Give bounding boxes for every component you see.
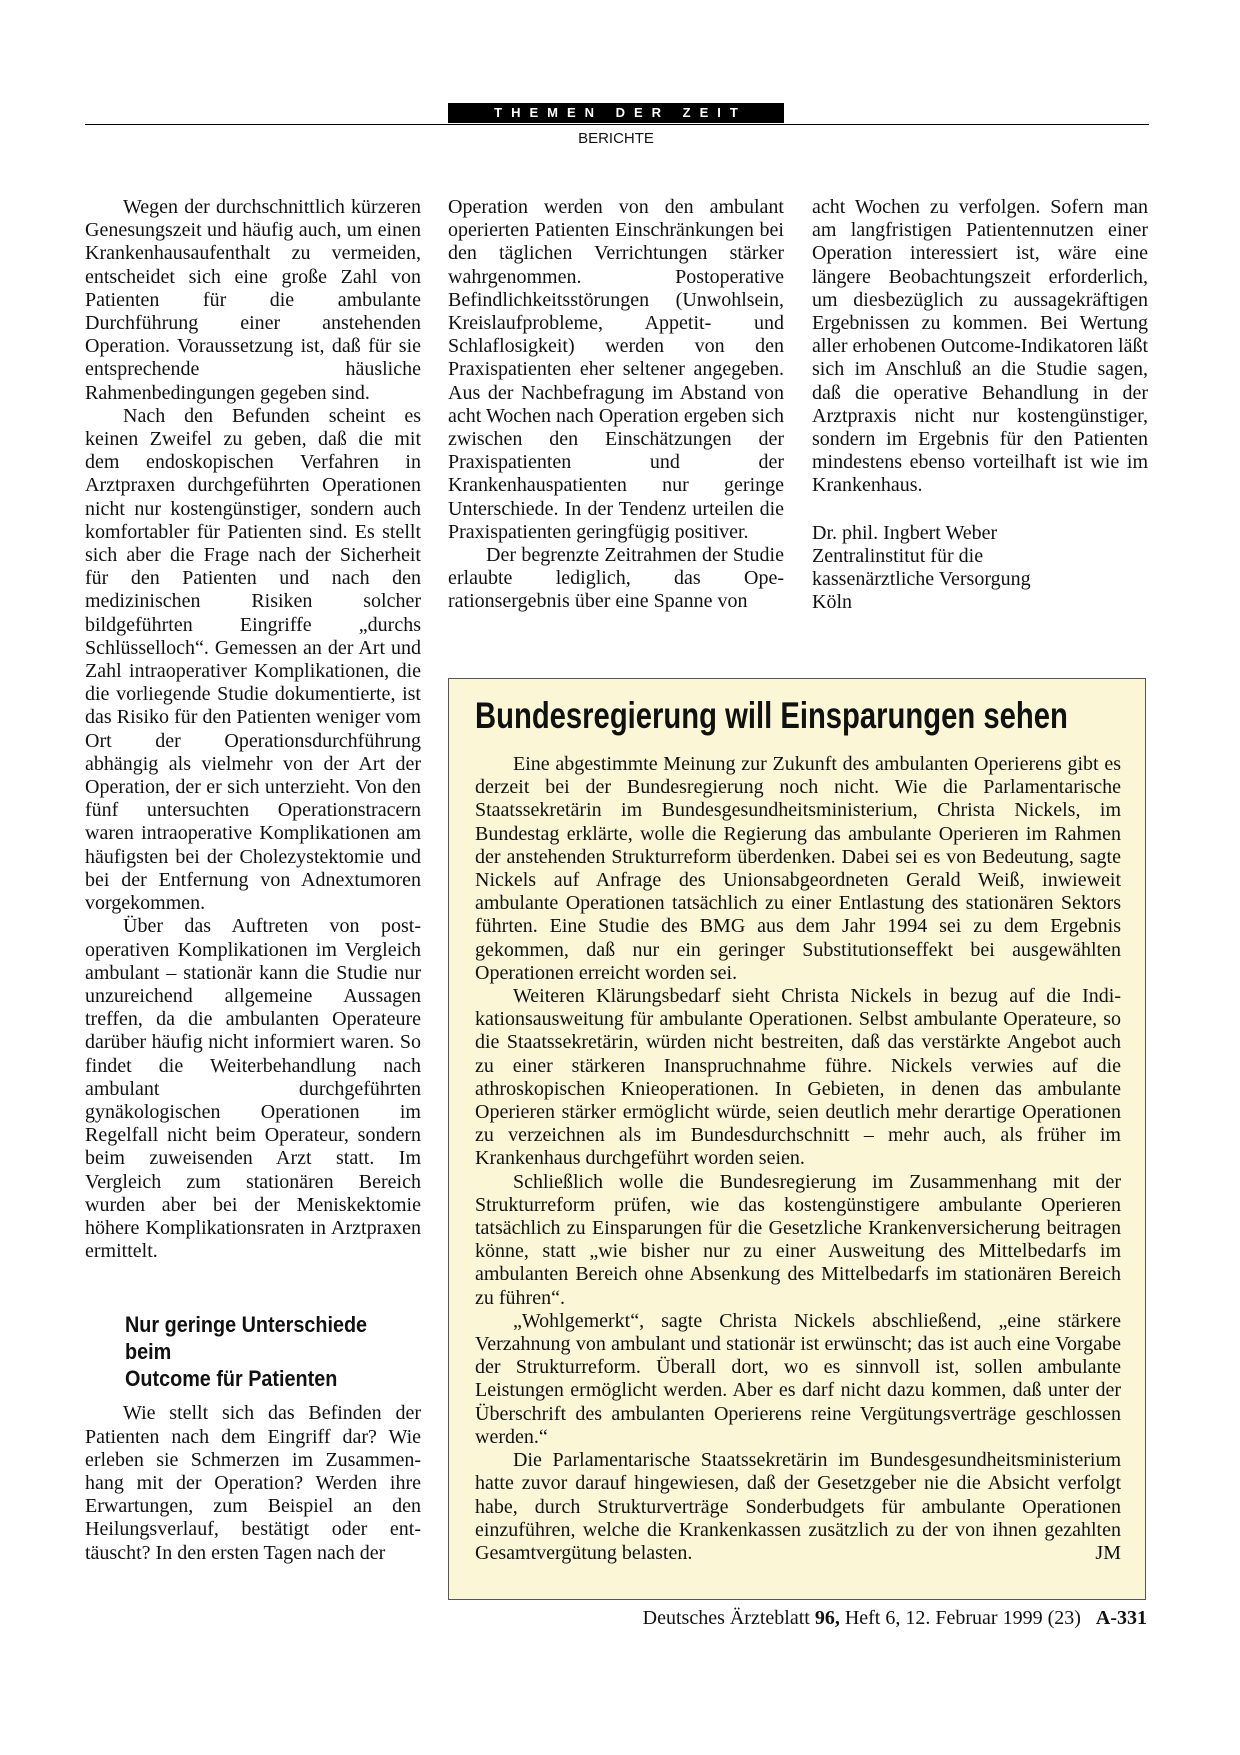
article-column-1 (85, 196, 421, 1565)
paragraph: Wegen der durchschnittlich kürzeren Genesungszeit und häufig auch, um einen Krankenhausaufenthalt zu vermeiden, entscheidet sich eine große Zahl von Patienten für die ambulante Durchführung einer anstehenden Operation. Voraussetzung ist, daß für sie entsprechende häusliche Rahmenbedingungen gegeben sind. (85, 196, 421, 404)
paragraph: Nach den Befunden scheint es keinen Zweifel zu geben, daß die mit dem endoskopischen Verfahren in Arztpraxen durchgeführten Operationen nicht nur kostengünstiger, sondern auch komfortabler für Patienten sind. Es stellt sich aber die Frage nach der Sicherheit für den Patienten und nach den medizinischen Risiken solcher bildgeführten Eingriffe „durchs Schlüsselloch“. Gemessen an der Art und Zahl intraoperativer Komplikationen, die die vorliegende Studie dokumentierte, ist das Risiko für den Patienten weniger vom Ort der Operationsdurchführung abhängig als vielmehr von der Art der Operation, der er sich unterzieht. Von den fünf untersuchten Operationstracern waren intraoperative Komplikationen am häufigsten bei der Cholezystektomie und bei der Entfernung von Adnextumoren vorgekommen. (85, 404, 421, 915)
subheading-line: Nur geringe Unterschiede beim (125, 1312, 368, 1365)
page-footer (643, 1607, 1147, 1630)
paragraph: Über das Auftreten von postoperativen Komplikationen im Vergleich ambulant – stationär kann die Studie nur unzureichend allgemeine Aussagen treffen, da die ambulanten Operateure darüber häufig nicht informiert waren. So findet die Weiterbehandlung nach ambulant durchgeführten gynäkologischen Operationen im Regelfall nicht beim Operateur, sondern beim zuweisenden Arzt statt. Im Vergleich zum stationären Bereich wurden aber bei der Meniskektomie höhere Komplikationsraten in Arztpraxen ermittelt. (85, 915, 421, 1263)
journal-name: Deutsches Ärzteblatt (642, 1607, 810, 1629)
paragraph: Wie stellt sich das Befinden der Patienten nach dem Eingriff dar? Wie erleben sie Schmerzen im Zusammenhang mit der Operation? Werden ihre Erwartungen, zum Beispiel an den Heilungsverlauf, bestätigt oder enttäuscht? In den ersten Tagen nach der (85, 1402, 421, 1564)
box-paragraph: Schließlich wolle die Bundesregierung im Zusammenhang mit der Strukturreform prüfen, wie das kostengünstigere ambulante Operieren tatsächlich zu Einsparungen für die Gesetzliche Krankenversicherung beitragen könne, statt „wie bisher nur zu einer Ausweitung des Mittelbedarfs im ambulanten Bereich ohne Absenkung des Mittelbedarfs im stationären Bereich zu führen“. (475, 1170, 1121, 1309)
author-affiliation: Zentralinstitut für die (812, 544, 984, 567)
box-body (475, 753, 1121, 1565)
author-city: Köln (812, 591, 852, 614)
box-paragraph: Weiteren Klärungsbedarf sieht Christa Nickels in bezug auf die Indikationsausweitung für ambulante Operationen. Selbst ambulante Operateure, so die Staatssekretärin, würden nicht bestreiten, daß das verstärkte Angebot auch zu einer stärkeren Inanspruchnahme führe. Nickels verwies auf die athroskopischen Knieoperationen. In Gebieten, in denen das ambulante Operieren stärker ermöglicht würde, seien deutlich mehr derartige Operationen zu verzeichnen als im Bundesdurchschnitt – mehr auch, als früher im Krankenhaus durchgeführt worden seien. (475, 985, 1121, 1170)
subheading (125, 1311, 391, 1392)
sidebar-box (448, 678, 1146, 1600)
author-initials: JM (1095, 1541, 1121, 1564)
issue-date: Heft 6, 12. Februar 1999 (23) (844, 1607, 1081, 1629)
section-banner: THEMEN DER ZEIT (448, 103, 784, 123)
author-name: Dr. phil. Ingbert Weber (812, 521, 998, 544)
box-paragraph: Eine abgestimmte Meinung zur Zukunft des ambulanten Operierens gibt es derzeit bei der Bundesregierung noch nicht. Wie die Parlamentarische Staatssekretärin im Bundesgesundheitsministerium, Christa Nickels, im Bundestag erklärte, wolle die Regierung das ambulante Operieren im Rahmen der anstehenden Strukturreform überdenken. Dabei sei es von Bedeutung, sagte Nickels auf Anfrage des Unionsabgeordneten Gerald Weiß, inwieweit ambulante Operationen tatsächlich zu einer Entlastung des stationären Sektors führten. Eine Studie des BMG aus dem Jahr 1994 sei zu dem Ergebnis gekommen, daß nur ein geringer Substitutionseffekt bei ausgewählten Operationen erreicht worden sei. (475, 753, 1121, 984)
paragraph: acht Wochen zu verfolgen. Sofern man am langfristigen Patientennutzen einer Operation interessiert ist, wäre eine längere Beobachtungszeit erforderlich, um diesbezüglich zu aussagekräftigen Ergebnissen zu kommen. Bei Wertung aller erhobenen Outcome-Indikatoren läßt sich im Anschluß an die Studie sagen, daß die operative Behandlung in der Arztpraxis nicht nur kostengünstiger, sondern im Ergebnis für den Patienten mindestens ebenso vorteilhaft ist wie im Krankenhaus. (812, 196, 1148, 497)
box-paragraph-text: Die Parlamentarische Staatssekretärin im Bundesgesundheitsministerium hatte zuvor darauf hingewiesen, daß der Gesetzgeber nie die Absicht verfolgt habe, durch Strukturverträge Sonderbudgets für ambulante Operationen einzuführen, welche die Krankenkassen zusätzlich zu der von ihnen gezahlten Gesamtvergütung belasten. (475, 1449, 1121, 1564)
volume: 96, (814, 1607, 840, 1629)
page-number: A-331 (1095, 1607, 1147, 1629)
author-affiliation: kassenärztliche Versorgung (812, 568, 1031, 591)
box-paragraph (475, 1449, 1121, 1565)
header-rule (85, 124, 1149, 125)
subheading-line: Outcome für Patienten (125, 1366, 338, 1392)
author-signature (812, 522, 1148, 615)
paragraph: Der begrenzte Zeitrahmen der Studie erlaubte lediglich, das Operationsergebnis über eine Spanne von (448, 544, 784, 613)
box-paragraph: „Wohlgemerkt“, sagte Christa Nickels abschließend, „eine stärkere Verzahnung von ambulant und stationär ist erwünscht; das ist auch eine Vorgabe der Strukturreform. Überall dort, wo es sinnvoll ist, sollen ambulante Leistungen ermöglicht werden. Aber es darf nicht dazu kommen, daß unter der Überschrift des ambulanten Operierens reine Vergütungsverträge geschlossen werden.“ (475, 1309, 1121, 1448)
subsection-label: BERICHTE (578, 130, 654, 147)
article-column-3 (812, 196, 1148, 614)
box-title: Bundesregierung will Einsparungen sehen (475, 695, 1068, 736)
paragraph: Operation werden von den ambulant operierten Patienten Einschränkungen bei den täglichen Verrichtungen stärker wahrgenommen. Postoperative Befindlichkeitsstörungen (Unwohlsein, Kreislaufprobleme, Appetit- und Schlaflosigkeit) werden von den Praxispatienten eher seltener angegeben. Aus der Nachbefragung im Abstand von acht Wochen nach Operation ergeben sich zwischen den Einschätzungen der Praxispatienten und der Krankenhauspatienten nur geringe Unterschiede. In der Tendenz urteilen die Praxispatienten geringfügig positiver. (448, 196, 784, 543)
article-column-2 (448, 196, 784, 614)
